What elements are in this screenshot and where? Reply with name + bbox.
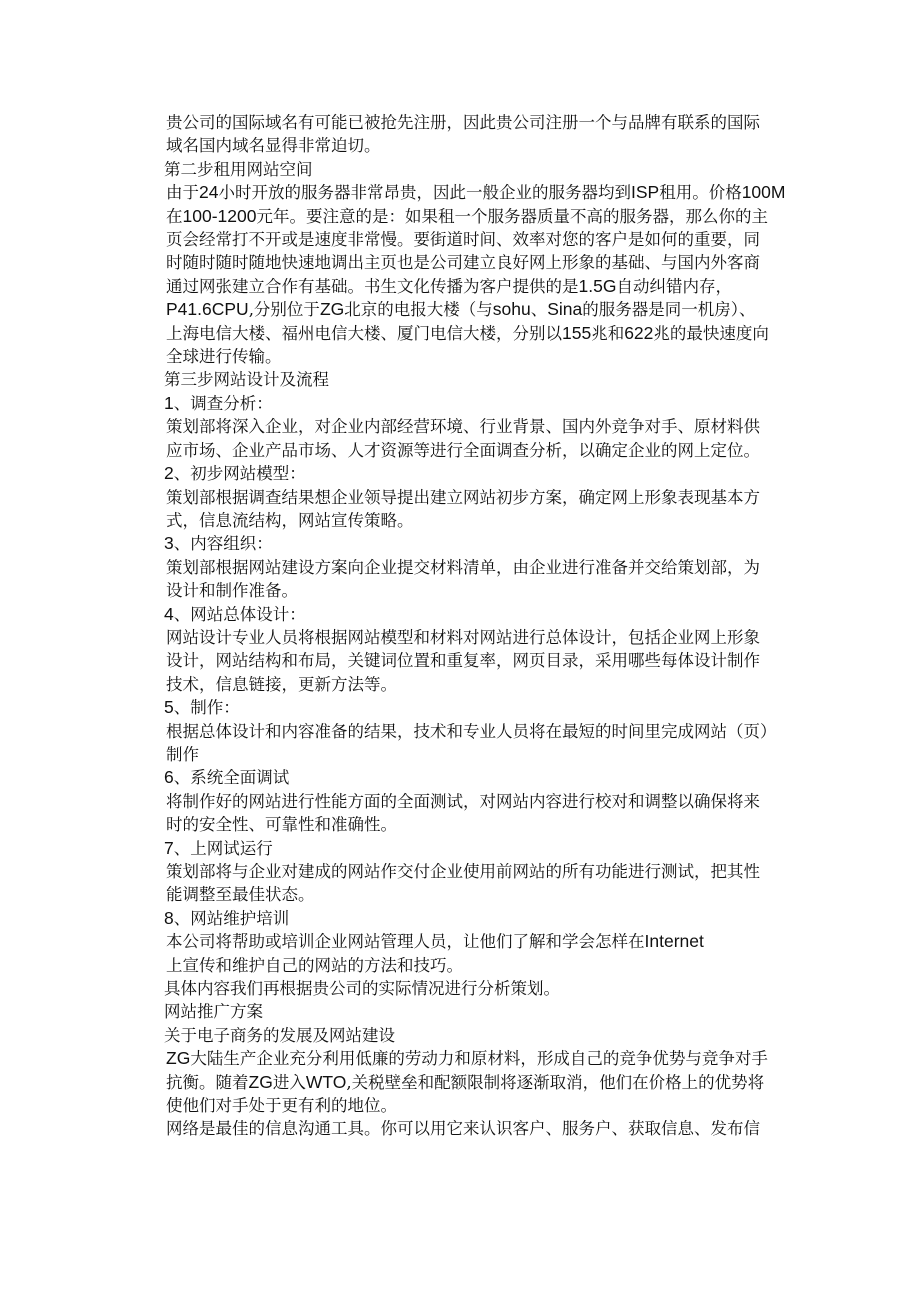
paragraph-line: 时的安全性、可靠性和准确性。: [166, 815, 397, 835]
section-heading-line: 第三步网站设计及流程: [164, 370, 329, 390]
paragraph-line: 网络是最佳的信息沟通工具。你可以用它来认识客户、服务户、获取信息、发布信: [166, 1119, 760, 1139]
paragraph-line: 根据总体设计和内容准备的结果，技术和专业人员将在最短的时间里完成网站（页）: [166, 721, 777, 741]
paragraph-line: 通过网张建立合作有基础。书生文化传播为客户提供的是1.5G自动纠错内存，: [166, 275, 732, 296]
paragraph-line: 设计和制作准备。: [166, 581, 298, 601]
section-heading-line: 关于电子商务的发展及网站建设: [164, 1025, 395, 1045]
paragraph-line: 应市场、企业产品市场、人才资源等进行全面调查分析，以确定企业的网上定位。: [166, 440, 760, 460]
section-heading-line: 2、初步网站模型：: [164, 463, 306, 484]
section-heading-line: 3、内容组织：: [164, 533, 273, 554]
paragraph-line: 式，信息流结构，网站宣传策略。: [166, 510, 414, 530]
section-heading-line: 第二步租用网站空间: [164, 159, 313, 179]
paragraph-line: 设计，网站结构和布局，关键词位置和重复率，网页目录，采用哪些每体设计制作: [166, 651, 760, 671]
section-heading-line: 6、系统全面调试: [164, 767, 290, 788]
document-body: [164, 111, 794, 1141]
paragraph-line: 由于24小时开放的服务器非常昂贵，因此一般企业的服务器均到ISP租用。价格100M: [166, 182, 786, 203]
paragraph-line: 将制作好的网站进行性能方面的全面测试，对网站内容进行校对和调整以确保将来: [166, 791, 760, 811]
paragraph-line: 页会经常打不开或是速度非常慢。要街道时间、效率对您的客户是如何的重要，同: [166, 230, 760, 250]
section-heading-line: 4、网站总体设计：: [164, 603, 306, 624]
section-heading-line: 8、网站维护培训: [164, 907, 290, 928]
paragraph-line: 策划部根据网站建设方案向企业提交材料清单，由企业进行准备并交给策划部，为: [166, 557, 760, 577]
paragraph-line: 策划部根据调查结果想企业领导提出建立网站初步方案，确定网上形象表现基本方: [166, 487, 760, 507]
paragraph-line: P41.6CPU,分别位于ZG北京的电报大楼（与sohu、Sina的服务器是同一机房）、: [166, 299, 756, 320]
paragraph-line: 能调整至最佳状态。: [166, 885, 315, 905]
paragraph-line: 抗衡。随着ZG进入WTO,关税壁垒和配额限制将逐渐取消，他们在价格上的优势将: [166, 1071, 765, 1092]
paragraph-line: 本公司将帮助或培训企业网站管理人员，让他们了解和学会怎样在Internet: [166, 931, 704, 952]
paragraph-line: 网站设计专业人员将根据网站模型和材料对网站进行总体设计，包括企业网上形象: [166, 627, 760, 647]
paragraph-line: 使他们对手处于更有利的地位。: [166, 1096, 397, 1116]
paragraph-line: 策划部将深入企业，对企业内部经营环境、行业背景、国内外竞争对手、原材料供: [166, 417, 760, 437]
section-heading-line: 1、调查分析：: [164, 392, 273, 413]
paragraph-line: 全球进行传输。: [166, 347, 282, 367]
paragraph-line: 贵公司的国际域名有可能已被抢先注册，因此贵公司注册一个与品牌有联系的国际: [166, 113, 760, 132]
section-heading-line: 网站推广方案: [164, 1002, 263, 1022]
section-heading-line: 7、上网试运行: [164, 837, 273, 858]
paragraph-line: 制作: [166, 744, 199, 764]
paragraph-line: 上海电信大楼、福州电信大楼、厦门电信大楼，分别以155兆和622兆的最快速度向: [166, 322, 769, 343]
paragraph-line: 时随时随时随地快速地调出主页也是公司建立良好网上形象的基础、与国内外客商: [166, 253, 760, 273]
section-heading-line: 具体内容我们再根据贵公司的实际情况进行分析策划。: [164, 979, 560, 999]
paragraph-line: 技术，信息链接，更新方法等。: [166, 674, 397, 694]
paragraph-line: ZG大陆生产企业充分利用低廉的劳动力和原材料，形成自己的竞争优势与竞争对手: [166, 1048, 768, 1069]
paragraph-line: 上宣传和维护自己的网站的方法和技巧。: [166, 955, 463, 975]
paragraph-line: 域名国内域名显得非常迫切。: [166, 136, 381, 156]
paragraph-line: 策划部将与企业对建成的网站作交付企业使用前网站的所有功能进行测试，把其性: [166, 862, 760, 881]
section-heading-line: 5、制作：: [164, 697, 240, 718]
paragraph-line: 在100-1200元年。要注意的是：如果租一个服务器质量不高的服务器，那么你的主: [166, 205, 768, 226]
